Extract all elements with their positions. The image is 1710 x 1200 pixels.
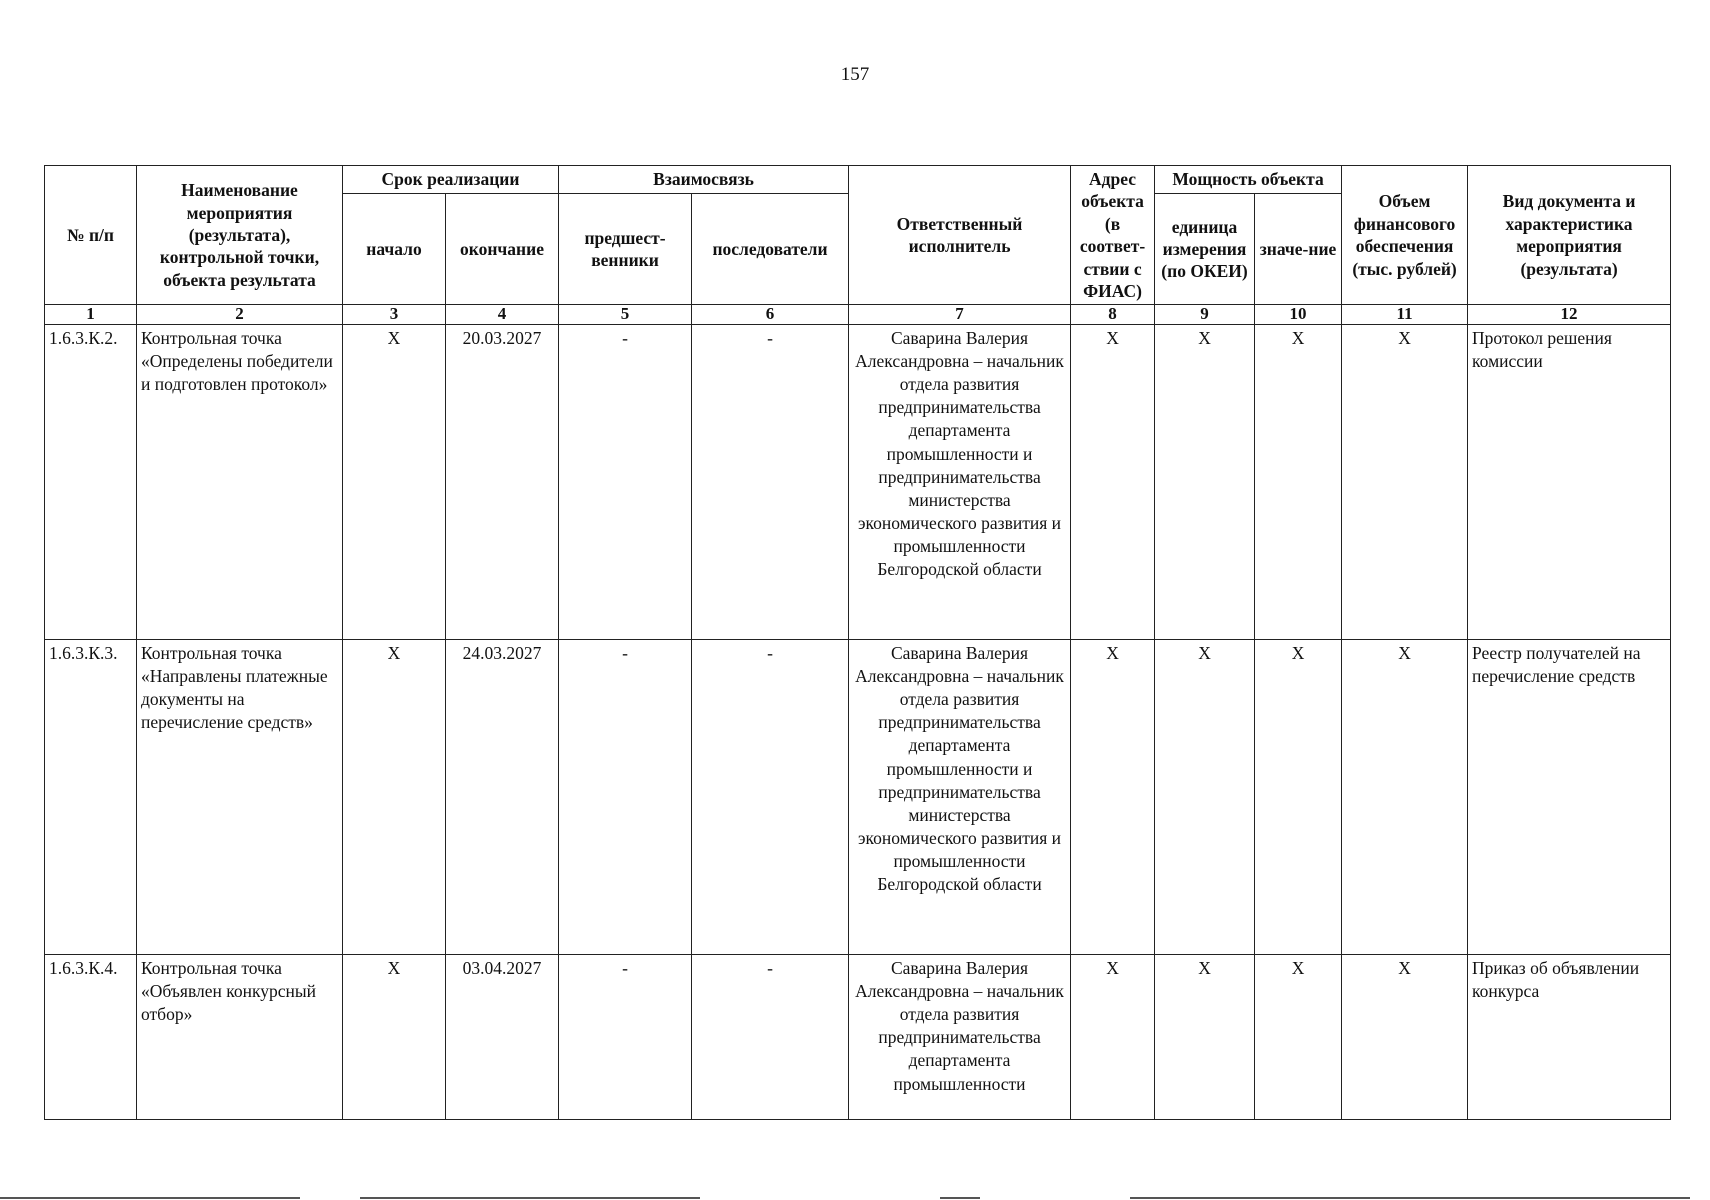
header-link-prev: предшест-венники <box>559 193 692 304</box>
row-name: Контрольная точка «Направлены платежные документы на перечисление средств» <box>137 640 343 955</box>
header-capacity-unit: единица измерения (по ОКЕИ) <box>1155 193 1255 304</box>
row-doc: Приказ об объявлении конкурса <box>1468 955 1671 1120</box>
header-address: Адрес объекта (в соответ-ствии с ФИАС) <box>1071 166 1155 305</box>
table-row <box>45 955 1671 1120</box>
row-prev: - <box>559 955 692 1120</box>
row-start: Х <box>343 955 446 1120</box>
column-number: 11 <box>1342 305 1468 325</box>
row-name: Контрольная точка «Определены победители и подготовлен протокол» <box>137 325 343 640</box>
row-unit: Х <box>1155 325 1255 640</box>
scan-edge-rule <box>940 1197 980 1199</box>
row-id: 1.6.3.К.4. <box>45 955 137 1120</box>
header-term-start: начало <box>343 193 446 304</box>
column-number: 12 <box>1468 305 1671 325</box>
row-unit: Х <box>1155 640 1255 955</box>
row-end: 03.04.2027 <box>446 955 559 1120</box>
row-address: Х <box>1071 640 1155 955</box>
page-number: 157 <box>840 64 870 85</box>
column-number: 4 <box>446 305 559 325</box>
scan-edge-rule <box>1130 1197 1690 1199</box>
row-value: Х <box>1255 640 1342 955</box>
row-id: 1.6.3.К.2. <box>45 325 137 640</box>
row-value: Х <box>1255 955 1342 1120</box>
row-unit: Х <box>1155 955 1255 1120</box>
row-next: - <box>692 955 849 1120</box>
row-start: Х <box>343 640 446 955</box>
row-end: 24.03.2027 <box>446 640 559 955</box>
column-number: 3 <box>343 305 446 325</box>
row-prev: - <box>559 325 692 640</box>
row-value: Х <box>1255 325 1342 640</box>
column-number: 8 <box>1071 305 1155 325</box>
header-term: Срок реализации <box>343 166 559 194</box>
table-header <box>45 166 1671 325</box>
row-finance: Х <box>1342 955 1468 1120</box>
header-name: Наименование мероприятия (результата), контрольной точки, объекта результата <box>137 166 343 305</box>
row-id: 1.6.3.К.3. <box>45 640 137 955</box>
row-start: Х <box>343 325 446 640</box>
row-doc: Реестр получателей на перечисление средств <box>1468 640 1671 955</box>
column-number: 2 <box>137 305 343 325</box>
header-capacity: Мощность объекта <box>1155 166 1342 194</box>
row-finance: Х <box>1342 325 1468 640</box>
row-address: Х <box>1071 325 1155 640</box>
column-number: 9 <box>1155 305 1255 325</box>
row-address: Х <box>1071 955 1155 1120</box>
header-num: № п/п <box>45 166 137 305</box>
header-term-end: окончание <box>446 193 559 304</box>
header-responsible: Ответственный исполнитель <box>849 166 1071 305</box>
column-number: 10 <box>1255 305 1342 325</box>
row-next: - <box>692 640 849 955</box>
row-doc: Протокол решения комиссии <box>1468 325 1671 640</box>
header-finance: Объем финансового обеспечения (тыс. рублей) <box>1342 166 1468 305</box>
row-end: 20.03.2027 <box>446 325 559 640</box>
plan-table <box>44 165 1671 1120</box>
row-responsible: Саварина Валерия Александровна – начальник отдела развития предпринимательства департамента промышленности и предпринимательства министерства экономического развития и промышленности Белгородской области <box>849 640 1071 955</box>
row-next: - <box>692 325 849 640</box>
scan-edge-rule <box>360 1197 700 1199</box>
header-doc-type: Вид документа и характеристика мероприятия (результата) <box>1468 166 1671 305</box>
row-prev: - <box>559 640 692 955</box>
column-number: 6 <box>692 305 849 325</box>
column-number: 1 <box>45 305 137 325</box>
column-numbers-row <box>45 305 1671 325</box>
table-row <box>45 640 1671 955</box>
row-name: Контрольная точка «Объявлен конкурсный отбор» <box>137 955 343 1120</box>
scan-edge-rule <box>0 1197 300 1199</box>
column-number: 5 <box>559 305 692 325</box>
header-link-next: последователи <box>692 193 849 304</box>
table-body <box>45 325 1671 1120</box>
table-row <box>45 325 1671 640</box>
row-responsible: Саварина Валерия Александровна – начальник отдела развития предпринимательства департамента промышленности <box>849 955 1071 1120</box>
column-number: 7 <box>849 305 1071 325</box>
header-capacity-value: значе-ние <box>1255 193 1342 304</box>
row-finance: Х <box>1342 640 1468 955</box>
row-responsible: Саварина Валерия Александровна – начальник отдела развития предпринимательства департамента промышленности и предпринимательства министерства экономического развития и промышленности Белгородской области <box>849 325 1071 640</box>
header-link: Взаимосвязь <box>559 166 849 194</box>
